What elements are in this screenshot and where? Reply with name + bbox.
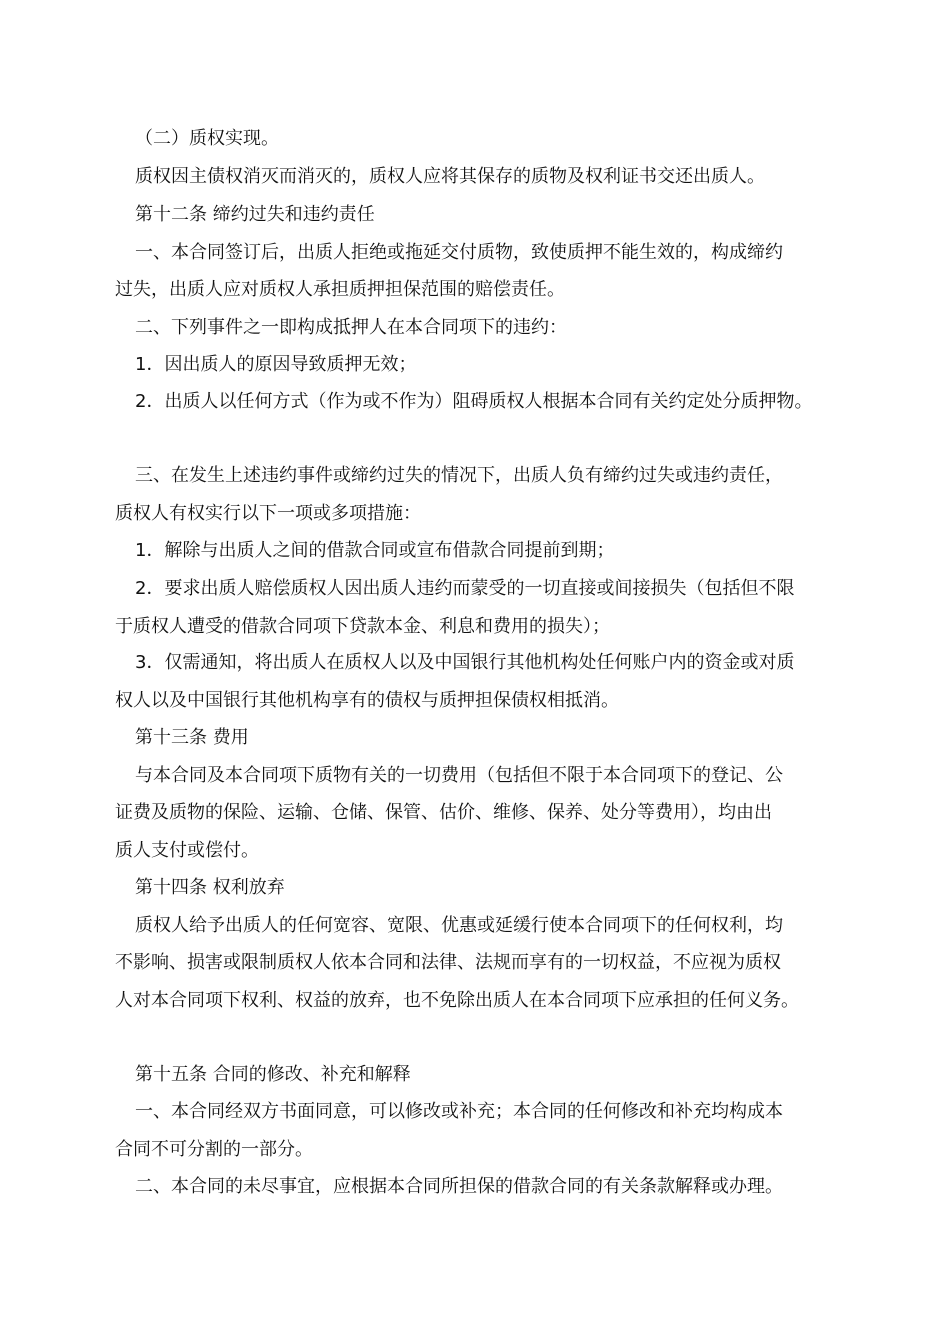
paragraph-line: 人对本合同项下权利、权益的放弃，也不免除出质人在本合同项下应承担的任何义务。 [115, 990, 799, 1011]
paragraph-line: 二、下列事件之一即构成抵押人在本合同项下的违约： [135, 317, 567, 338]
list-item: 2．要求出质人赔偿质权人因出质人违约而蒙受的一切直接或间接损失（包括但不限 [135, 578, 795, 599]
paragraph-line: 合同不可分割的一部分。 [115, 1139, 313, 1160]
list-item: 2．出质人以任何方式（作为或不作为）阻碍质权人根据本合同有关约定处分质押物。 [135, 391, 813, 412]
section-heading-pledge-realization: （二）质权实现。 [135, 128, 279, 149]
paragraph-line: 质权因主债权消灭而消灭的，质权人应将其保存的质物及权利证书交还出质人。 [135, 166, 765, 187]
paragraph-line: 三、在发生上述违约事件或缔约过失的情况下，出质人负有缔约过失或违约责任， [135, 465, 783, 486]
list-item: 1．解除与出质人之间的借款合同或宣布借款合同提前到期； [135, 540, 615, 561]
paragraph-line: 质人支付或偿付。 [115, 840, 259, 861]
paragraph-line: 质权人有权实行以下一项或多项措施： [115, 503, 421, 524]
paragraph-line: 一、本合同经双方书面同意，可以修改或补充；本合同的任何修改和补充均构成本 [135, 1101, 783, 1122]
paragraph-line: 一、本合同签订后，出质人拒绝或拖延交付质物，致使质押不能生效的，构成缔约 [135, 242, 783, 263]
article-15-heading: 第十五条 合同的修改、补充和解释 [135, 1064, 411, 1085]
paragraph-line: 于质权人遭受的借款合同项下贷款本金、利息和费用的损失）； [115, 616, 610, 637]
paragraph-line: 权人以及中国银行其他机构享有的债权与质押担保债权相抵消。 [115, 690, 619, 711]
article-14-heading: 第十四条 权利放弃 [135, 877, 285, 898]
paragraph-line: 二、本合同的未尽事宜，应根据本合同所担保的借款合同的有关条款解释或办理。 [135, 1176, 783, 1197]
paragraph-line: 不影响、损害或限制质权人依本合同和法律、法规而享有的一切权益，不应视为质权 [115, 952, 781, 973]
list-item: 3．仅需通知，将出质人在质权人以及中国银行其他机构处任何账户内的资金或对质 [135, 652, 795, 673]
list-item: 1．因出质人的原因导致质押无效； [135, 354, 417, 375]
paragraph-line: 与本合同及本合同项下质物有关的一切费用（包括但不限于本合同项下的登记、公 [135, 765, 783, 786]
article-13-heading: 第十三条 费用 [135, 727, 249, 748]
paragraph-line: 质权人给予出质人的任何宽容、宽限、优惠或延缓行使本合同项下的任何权利，均 [135, 915, 783, 936]
article-12-heading: 第十二条 缔约过失和违约责任 [135, 204, 375, 225]
paragraph-line: 证费及质物的保险、运输、仓储、保管、估价、维修、保养、处分等费用），均由出 [115, 802, 772, 823]
paragraph-line: 过失，出质人应对质权人承担质押担保范围的赔偿责任。 [115, 279, 565, 300]
